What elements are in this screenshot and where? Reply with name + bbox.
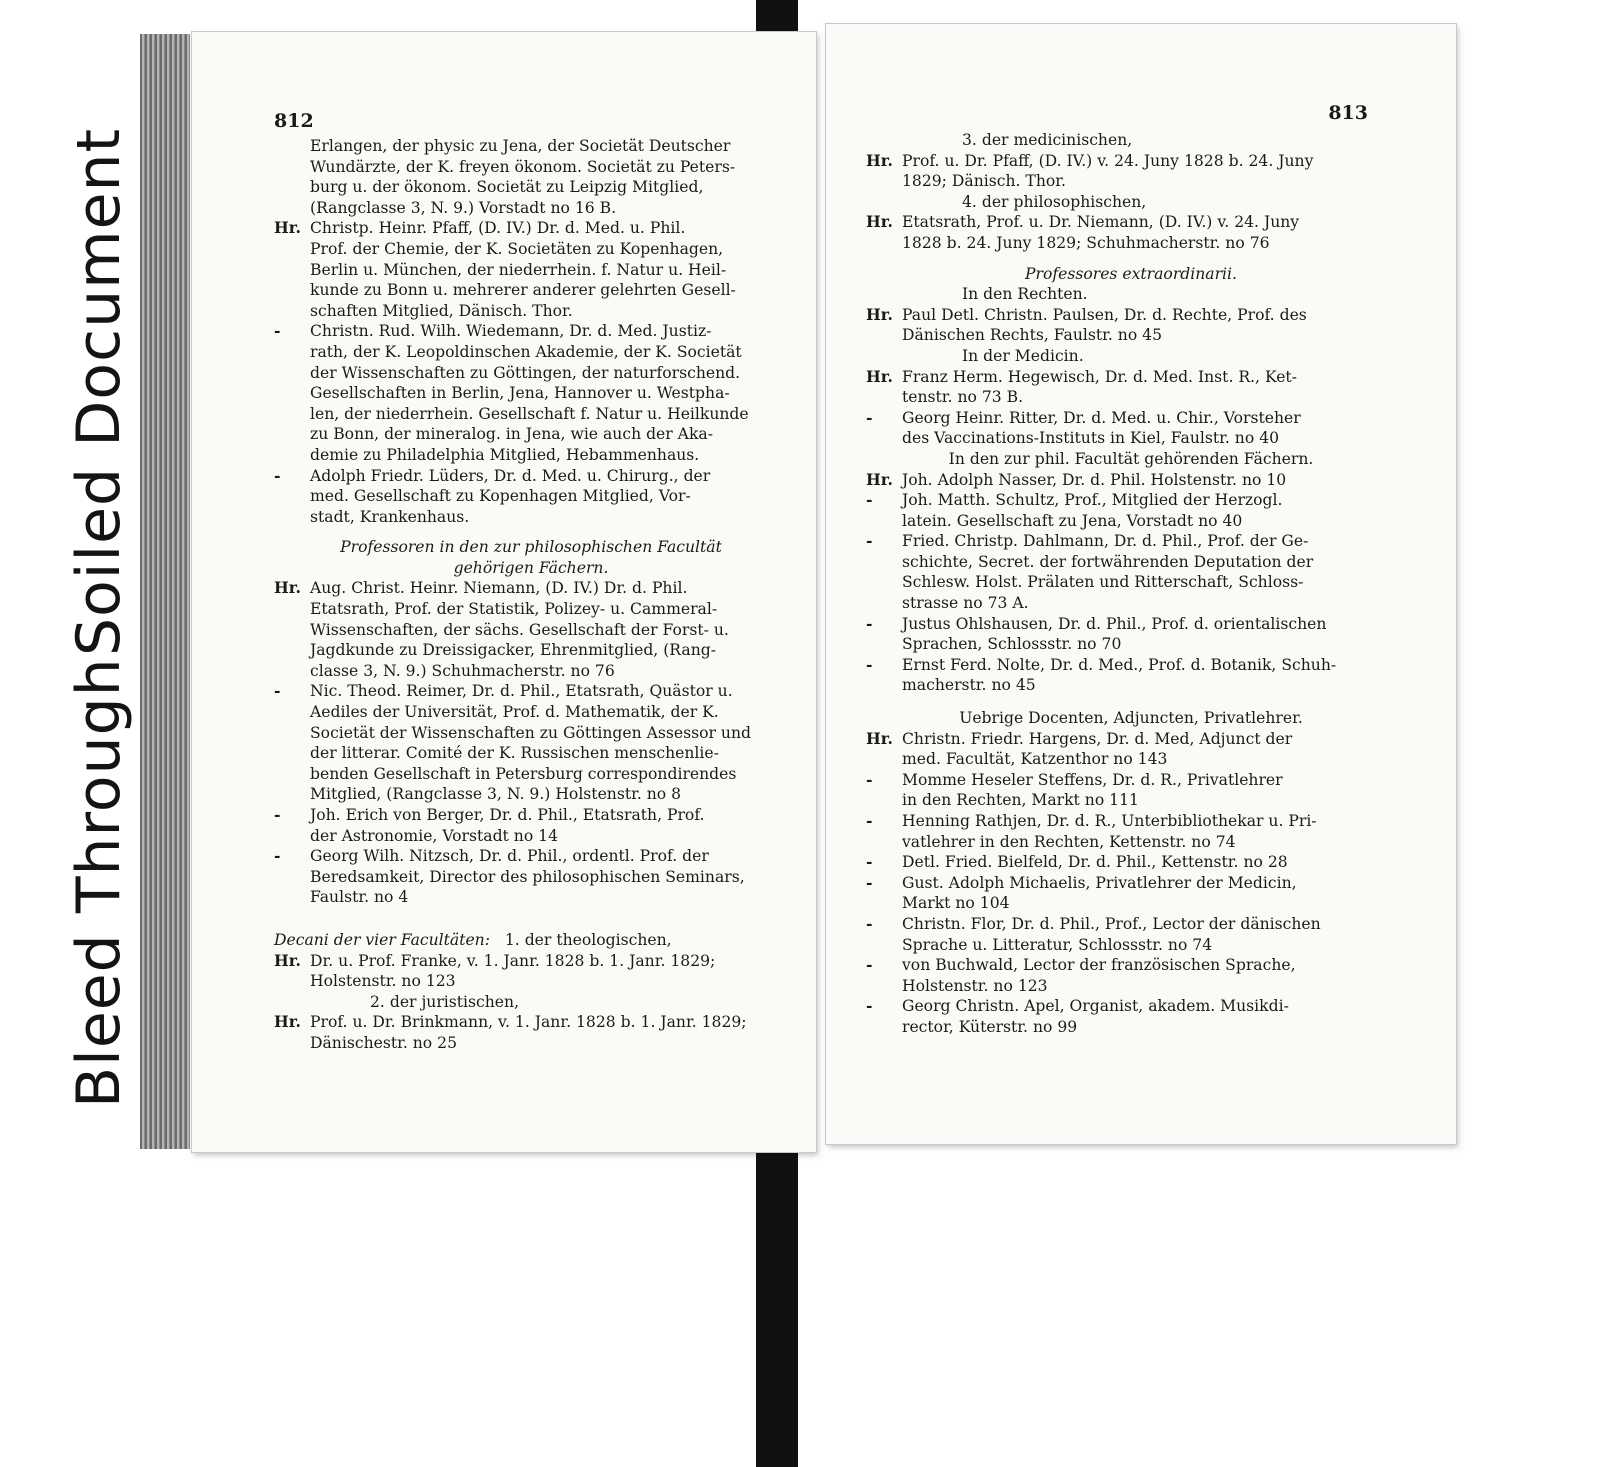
- entry-line: Beredsamkeit, Director des philosophischen Seminars,: [310, 867, 745, 886]
- entry-line: Jagdkunde zu Dreissigacker, Ehrenmitglied, (Rang-: [310, 641, 716, 660]
- directory-entry: [866, 531, 1396, 613]
- entries-docenten: [866, 729, 1396, 1038]
- entry-marker: -: [274, 321, 281, 341]
- directory-entry: [274, 218, 788, 321]
- entry-line: classe 3, N. 9.) Schuhmacherstr. no 76: [310, 661, 615, 680]
- entry-marker: Hr.: [866, 728, 893, 748]
- directory-entry: [274, 578, 788, 681]
- entry-line: Christn. Flor, Dr. d. Phil., Prof., Lector der dänischen: [902, 914, 1321, 933]
- sub-medicine: 3. der medicinischen,: [962, 131, 1133, 149]
- entry-marker: -: [866, 955, 873, 975]
- entry-marker: Hr.: [274, 218, 301, 238]
- entry-line: Prof. der Chemie, der K. Societäten zu Kopenhagen,: [310, 239, 724, 258]
- entry-line: von Buchwald, Lector der französischen Sprache,: [902, 956, 1296, 975]
- sub-phil-fach: In den zur phil. Facultät gehörenden Fächern.: [948, 449, 1314, 468]
- entry-line: Christp. Heinr. Pfaff, (D. IV.) Dr. d. Med. u. Phil.: [310, 219, 686, 238]
- entry-marker: Hr.: [274, 950, 301, 970]
- entry-line: Adolph Friedr. Lüders, Dr. d. Med. u. Chirurg., der: [310, 466, 711, 485]
- entry-line: Holstenstr. no 123: [902, 976, 1048, 995]
- entry-line: rath, der K. Leopoldinschen Akademie, der K. Societät: [310, 342, 742, 361]
- entry-line: Wissenschaften, der sächs. Gesellschaft der Forst- u.: [310, 620, 729, 639]
- entry-marker: -: [866, 811, 873, 830]
- entry-marker: -: [866, 654, 873, 674]
- entry-line: Joh. Matth. Schultz, Prof., Mitglied der Herzogl.: [902, 491, 1283, 510]
- entry-line: Ernst Ferd. Nolte, Dr. d. Med., Prof. d. Botanik, Schuh-: [902, 655, 1337, 674]
- entry-marker: -: [274, 465, 281, 485]
- directory-entry: [866, 408, 1396, 449]
- decani-heading-row: [274, 930, 788, 951]
- entry-line: Christn. Rud. Wilh. Wiedemann, Dr. d. Med. Justiz-: [310, 322, 712, 341]
- continuation-block: [274, 136, 788, 218]
- label-soiled-document: Soiled Document: [64, 127, 134, 656]
- entry-marker: -: [866, 769, 873, 789]
- entry-line: Holstenstr. no 123: [310, 972, 456, 991]
- entry-line: tenstr. no 73 B.: [902, 388, 1024, 407]
- text-line: Erlangen, der physic zu Jena, der Societät Deutscher: [310, 137, 731, 155]
- decani-heading: Decani der vier Facultäten:: [274, 930, 490, 949]
- entry-line: der Astronomie, Vorstadt no 14: [310, 826, 559, 845]
- directory-entry: [866, 305, 1396, 346]
- entry-marker: -: [866, 996, 873, 1016]
- heading-line: gehörigen Fächern.: [453, 558, 609, 577]
- entry-line: vatlehrer in den Rechten, Kettenstr. no 74: [902, 832, 1236, 851]
- entry-line: Gesellschaften in Berlin, Jena, Hannover u. Westpha-: [310, 384, 730, 403]
- entry-line: 1829; Dänisch. Thor.: [902, 172, 1066, 191]
- entry-line: macherstr. no 45: [902, 676, 1036, 695]
- sub-medicin: In der Medicin.: [962, 346, 1084, 365]
- entry-line: Dr. u. Prof. Franke, v. 1. Janr. 1828 b. 1. Janr. 1829;: [310, 951, 716, 970]
- entry-line: Paul Detl. Christn. Paulsen, Dr. d. Rechte, Prof. des: [902, 305, 1307, 324]
- directory-entry: [274, 466, 788, 528]
- sub-rechten: In den Rechten.: [962, 285, 1088, 304]
- entry-line: Joh. Adolph Nasser, Dr. d. Phil. Holstenstr. no 10: [902, 470, 1287, 489]
- entry-line: Gust. Adolph Michaelis, Privatlehrer der Medicin,: [902, 873, 1297, 892]
- heading-line: Professoren in den zur philosophischen Facultät: [340, 538, 722, 557]
- left-page: [192, 32, 816, 1152]
- entry-line: schichte, Secret. der fortwährenden Deputation der: [902, 552, 1314, 571]
- entry-line: Detl. Fried. Bielfeld, Dr. d. Phil., Kettenstr. no 28: [902, 853, 1288, 872]
- entry-medicine-dean: [866, 151, 1396, 192]
- entry-marker: -: [274, 846, 281, 866]
- entry-line: Berlin u. München, der niederrhein. f. Natur u. Heil-: [310, 260, 727, 279]
- entry-line: Joh. Erich von Berger, Dr. d. Phil., Etatsrath, Prof.: [310, 806, 705, 824]
- entry-marker: Hr.: [274, 1012, 301, 1032]
- entry-line: med. Facultät, Katzenthor no 143: [902, 750, 1168, 769]
- directory-entry: [866, 212, 1396, 253]
- entry-line: Prof. u. Dr. Brinkmann, v. 1. Janr. 1828 b. 1. Janr. 1829;: [310, 1013, 747, 1032]
- directory-entry: [866, 955, 1396, 996]
- directory-entry: [274, 681, 788, 805]
- entry-line: kunde zu Bonn u. mehrerer anderer gelehrten Gesell-: [310, 281, 736, 300]
- page-number-right: 813: [1328, 102, 1368, 124]
- entry-marker: -: [866, 490, 873, 510]
- entry-line: der litterar. Comité der K. Russischen menschenlie-: [310, 744, 719, 763]
- entries-medicin: [866, 367, 1396, 449]
- entry-line: Christn. Friedr. Hargens, Dr. d. Med, Adjunct der: [902, 729, 1293, 748]
- entry-line: Faulstr. no 4: [310, 888, 409, 907]
- entry-line: stadt, Krankenhaus.: [310, 507, 470, 526]
- entry-rechten: [866, 305, 1396, 346]
- entry-marker: Hr.: [866, 366, 893, 386]
- entry-line: benden Gesellschaft in Petersburg correspondirendes: [310, 764, 737, 783]
- entry-marker: Hr.: [866, 212, 893, 232]
- entry-line: strasse no 73 A.: [902, 594, 1029, 613]
- entry-line: Momme Heseler Steffens, Dr. d. R., Privatlehrer: [902, 770, 1283, 789]
- right-page-text: [866, 130, 1396, 1038]
- sub-philosophy: 4. der philosophischen,: [962, 192, 1147, 211]
- directory-entry: [866, 367, 1396, 408]
- text-line: Wundärzte, der K. freyen ökonom. Societät zu Peters-: [310, 157, 736, 176]
- entries-medicine: [274, 218, 788, 527]
- entry-marker: Hr.: [274, 578, 301, 598]
- label-bleed-through: Bleed Through: [64, 657, 134, 1108]
- left-page-text: [274, 136, 788, 1054]
- entry-line: Societät der Wissenschaften zu Göttingen Assessor und: [310, 723, 751, 742]
- binding-bar-top: [756, 0, 798, 36]
- directory-entry: [866, 614, 1396, 655]
- entry-marker: -: [866, 852, 873, 872]
- directory-entry: [274, 951, 788, 992]
- decani-second: 2. der juristischen,: [370, 992, 520, 1011]
- entry-marker: -: [866, 872, 873, 892]
- directory-entry: [866, 729, 1396, 770]
- entry-line: Markt no 104: [902, 894, 1010, 913]
- entry-line: Aediles der Universität, Prof. d. Mathematik, der K.: [310, 703, 719, 722]
- entry-line: Schlesw. Holst. Prälaten und Ritterschaft, Schloss-: [902, 573, 1304, 592]
- directory-entry: [866, 873, 1396, 914]
- page-edges: [140, 34, 190, 1149]
- entry-marker: -: [866, 531, 873, 551]
- text-line: burg u. der ökonom. Societät zu Leipzig Mitglied,: [310, 178, 704, 197]
- section-heading-philosophy: [274, 537, 788, 578]
- entry-line: Georg Christn. Apel, Organist, akadem. Musikdi-: [902, 997, 1289, 1016]
- decani-law-entry: [274, 1012, 788, 1053]
- entry-line: med. Gesellschaft zu Kopenhagen Mitglied, Vor-: [310, 487, 691, 506]
- entry-marker: -: [866, 613, 873, 633]
- directory-entry: [866, 852, 1396, 873]
- text-line: (Rangclasse 3, N. 9.) Vorstadt no 16 B.: [310, 198, 617, 217]
- entry-marker: -: [274, 805, 281, 824]
- entries-phil-fach: [866, 470, 1396, 697]
- entry-line: rector, Küterstr. no 99: [902, 1017, 1078, 1036]
- entry-line: Sprachen, Schlossstr. no 70: [902, 635, 1122, 654]
- entry-line: des Vaccinations-Instituts in Kiel, Faulstr. no 40: [902, 429, 1280, 448]
- entry-line: Prof. u. Dr. Pfaff, (D. IV.) v. 24. Juny 1828 b. 24. Juny: [902, 151, 1314, 170]
- entry-line: Dänischestr. no 25: [310, 1033, 457, 1052]
- entry-line: Nic. Theod. Reimer, Dr. d. Phil., Etatsrath, Quästor u.: [310, 682, 733, 701]
- entry-line: Fried. Christp. Dahlmann, Dr. d. Phil., Prof. der Ge-: [902, 532, 1309, 551]
- entry-line: len, der niederrhein. Gesellschaft f. Natur u. Heilkunde: [310, 404, 749, 423]
- entry-philosophy-dean: [866, 212, 1396, 253]
- entry-line: 1828 b. 24. Juny 1829; Schuhmacherstr. no 76: [902, 233, 1270, 252]
- extraordinarii-heading: Professores extraordinarii.: [1025, 264, 1237, 283]
- entry-line: Etatsrath, Prof. der Statistik, Polizey- u. Cammeral-: [310, 600, 718, 619]
- page-number-left: 812: [274, 110, 314, 132]
- entry-line: Sprache u. Litteratur, Schlossstr. no 74: [902, 935, 1213, 954]
- entry-line: Georg Heinr. Ritter, Dr. d. Med. u. Chir., Vorsteher: [902, 408, 1301, 427]
- entry-marker: -: [274, 681, 281, 701]
- entry-line: demie zu Philadelphia Mitglied, Hebammenhaus.: [310, 445, 700, 464]
- directory-entry: [866, 151, 1396, 192]
- directory-entry: [866, 996, 1396, 1037]
- entry-marker: Hr.: [866, 304, 893, 324]
- binding-bar-bottom: [756, 1138, 798, 1467]
- label-strip: [28, 60, 152, 1110]
- directory-entry: [274, 805, 788, 846]
- directory-entry: [866, 770, 1396, 811]
- directory-entry: [274, 321, 788, 465]
- directory-entry: [866, 470, 1396, 491]
- entry-line: latein. Gesellschaft zu Jena, Vorstadt no 40: [902, 511, 1243, 530]
- entry-line: zu Bonn, der mineralog. in Jena, wie auch der Aka-: [310, 425, 713, 444]
- entry-marker: Hr.: [866, 469, 893, 489]
- directory-entry: [866, 914, 1396, 955]
- entry-line: Franz Herm. Hegewisch, Dr. d. Med. Inst. R., Ket-: [902, 367, 1297, 386]
- entry-line: Aug. Christ. Heinr. Niemann, (D. IV.) Dr. d. Phil.: [310, 579, 688, 598]
- directory-entry: [866, 490, 1396, 531]
- entry-line: der Wissenschaften zu Göttingen, der naturforschend.: [310, 363, 741, 382]
- entry-line: in den Rechten, Markt no 111: [902, 791, 1139, 810]
- directory-entry: [274, 846, 788, 908]
- decani-theology-entry: [274, 951, 788, 992]
- entry-line: Justus Ohlshausen, Dr. d. Phil., Prof. d. orientalischen: [902, 614, 1327, 633]
- directory-entry: [866, 655, 1396, 696]
- entry-line: Dänischen Rechts, Faulstr. no 45: [902, 326, 1163, 345]
- entry-line: Etatsrath, Prof. u. Dr. Niemann, (D. IV.) v. 24. Juny: [902, 213, 1300, 232]
- entry-line: Georg Wilh. Nitzsch, Dr. d. Phil., ordentl. Prof. der: [310, 847, 709, 866]
- entries-philosophy: [274, 578, 788, 908]
- entry-marker: Hr.: [866, 150, 893, 170]
- directory-entry: [274, 1012, 788, 1053]
- entry-line: Mitglied, (Rangclasse 3, N. 9.) Holstenstr. no 8: [310, 785, 682, 804]
- directory-entry: [866, 811, 1396, 852]
- right-page: [826, 24, 1456, 1144]
- entry-line: schaften Mitglied, Dänisch. Thor.: [310, 301, 573, 320]
- decani-first: 1. der theologischen,: [504, 930, 672, 949]
- entry-marker: -: [866, 913, 873, 933]
- entry-marker: -: [866, 407, 873, 427]
- entry-line: Henning Rathjen, Dr. d. R., Unterbibliothekar u. Pri-: [902, 812, 1317, 830]
- sub-docenten: Uebrige Docenten, Adjuncten, Privatlehrer.: [959, 709, 1303, 728]
